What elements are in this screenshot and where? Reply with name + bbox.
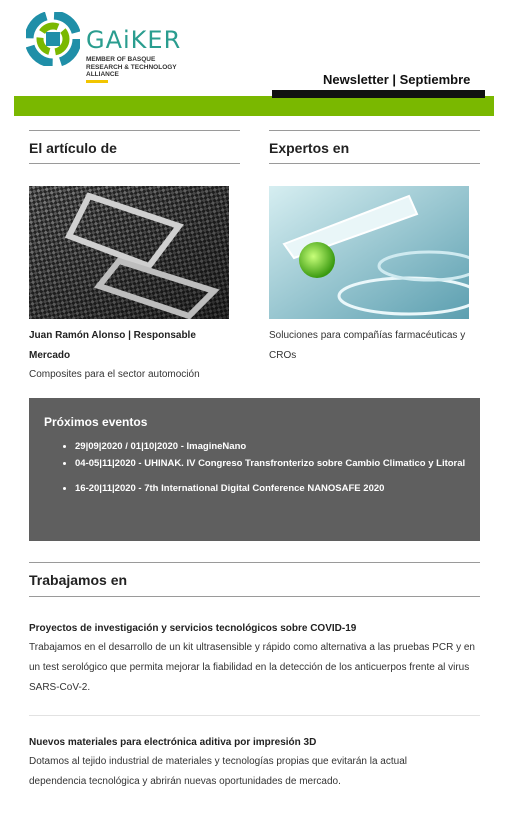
article-section-title: El artículo de: [29, 140, 117, 156]
events-panel: [29, 398, 480, 541]
events-title: Próximos eventos: [44, 415, 148, 429]
event-item[interactable]: • 16-20|11|2020 - 7th International Digital Conference NANOSAFE 2020: [75, 480, 475, 497]
brand-tagline: MEMBER OF BASQUE RESEARCH & TECHNOLOGY ALLIANCE: [86, 56, 177, 78]
work-item-title[interactable]: Proyectos de investigación y servicios tecnológicos sobre COVID-19: [29, 623, 357, 634]
article-author[interactable]: Juan Ramón Alonso | Responsable Mercado: [29, 330, 196, 361]
article-description[interactable]: Composites para el sector automoción: [29, 369, 200, 380]
event-item[interactable]: • 04-05|11|2020 - UHINAK. IV Congreso Transfronterizo sobre Cambio Climatico y Litoral: [75, 455, 475, 472]
work-section-title: Trabajamos en: [29, 572, 128, 588]
divider: [29, 562, 480, 563]
divider: [269, 130, 480, 131]
divider: [29, 596, 480, 597]
experts-image[interactable]: [269, 186, 469, 319]
event-item[interactable]: • 29|09|2020 / 01|10|2020 - ImagineNano: [75, 438, 475, 455]
divider: [269, 163, 480, 164]
experts-section-title: Expertos en: [269, 140, 350, 156]
divider: [29, 715, 480, 716]
work-item-body: Trabajamos en el desarrollo de un kit ultrasensible y rápido como alternativa a las pruebas PCR y en un test serológico que permita mejorar la fiabilidad en la detección de los anticuerpos frente al virus SARS-CoV-2.: [29, 642, 475, 693]
header-black-bar: [272, 90, 485, 98]
work-item-title[interactable]: Nuevos materiales para electrónica aditiva por impresión 3D: [29, 737, 317, 748]
gaiker-logo-icon: [26, 12, 80, 66]
divider: [29, 130, 240, 131]
divider: [29, 163, 240, 164]
brand-name: GAiKER: [86, 26, 182, 54]
events-list: [45, 438, 475, 497]
work-item-body: Dotamos al tejido industrial de materiales y tecnologías propias que evitarán la actual dependencia tecnológica y abrirán nuevas oportunidades de mercado.: [29, 756, 407, 787]
brand-accent-line: [86, 80, 108, 83]
experts-description[interactable]: Soluciones para compañías farmacéuticas y CROs: [269, 330, 466, 361]
header-green-bar: [14, 96, 494, 116]
article-image[interactable]: [29, 186, 229, 319]
newsletter-label: Newsletter | Septiembre: [323, 72, 471, 87]
